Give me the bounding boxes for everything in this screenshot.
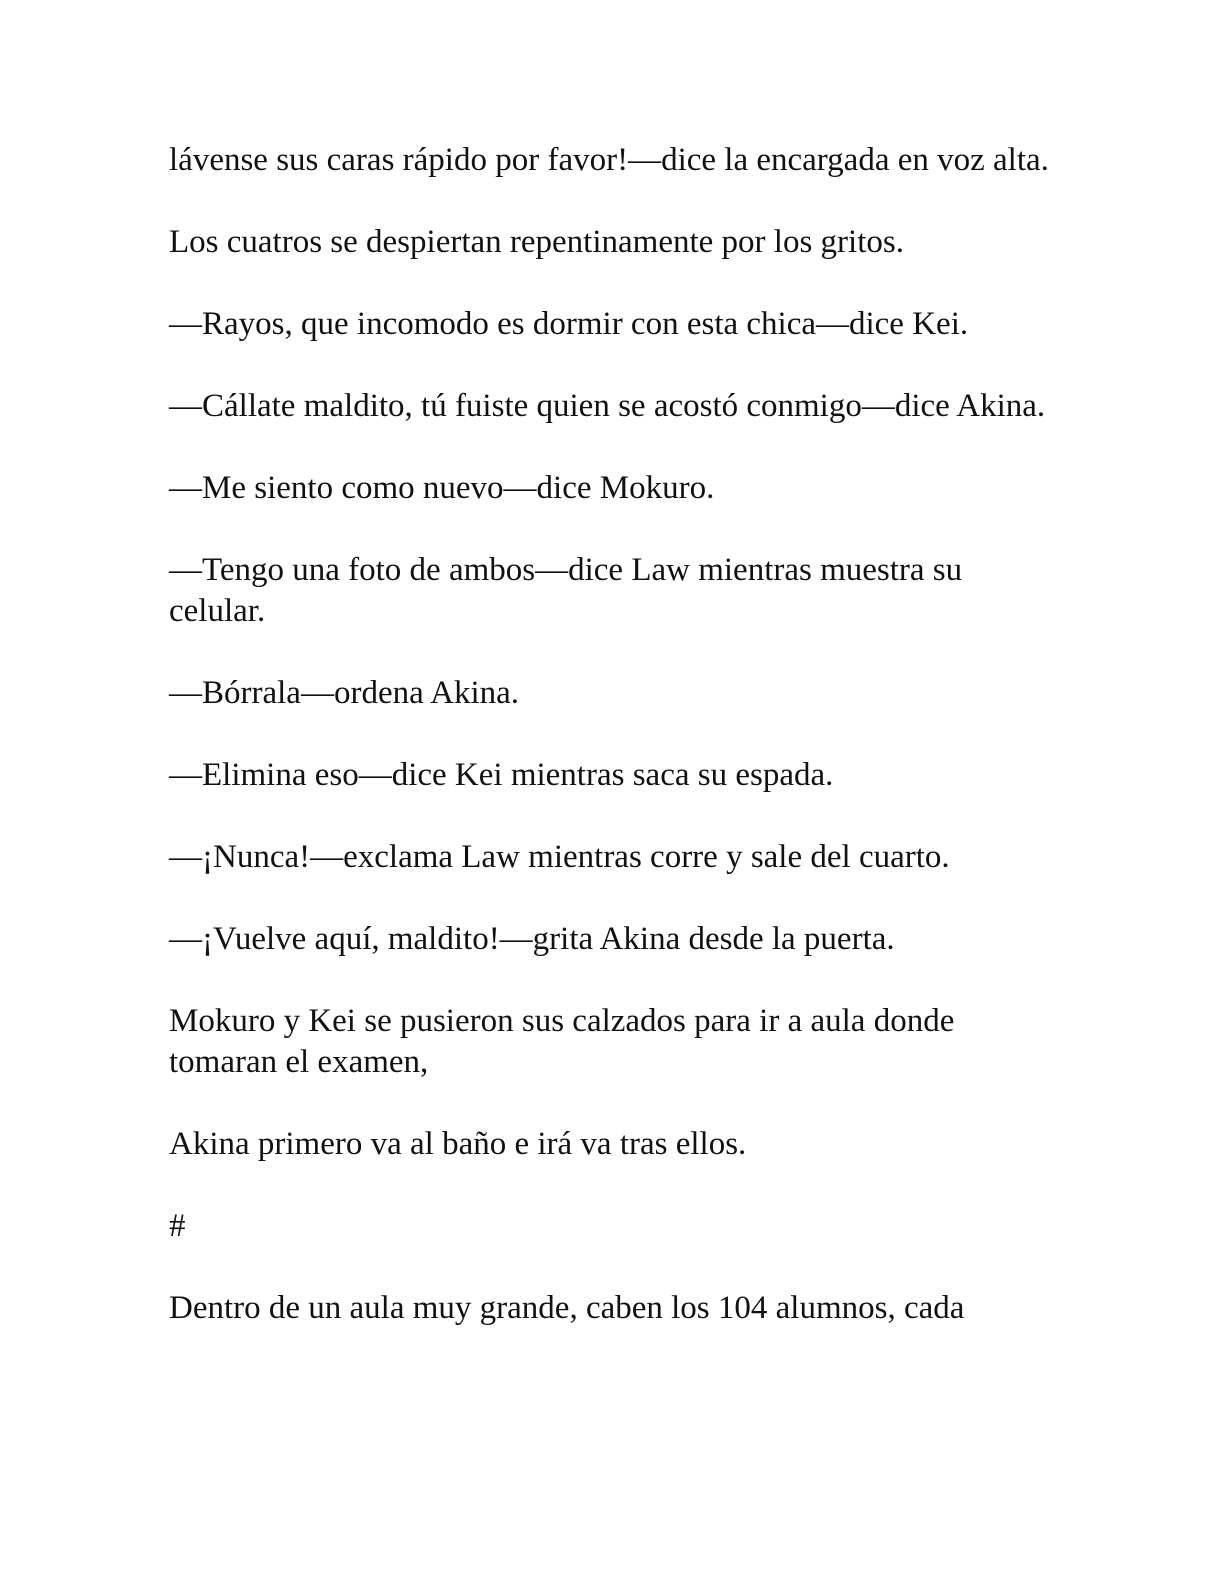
paragraph: —Cállate maldito, tú fuiste quien se acostó conmigo—dice Akina. [169,388,1046,424]
paragraph: Mokuro y Kei se pusieron sus calzados para ir a aula donde tomaran el examen, [169,1003,955,1080]
paragraph: —Elimina eso—dice Kei mientras saca su espada. [169,757,834,793]
paragraph: lávense sus caras rápido por favor!—dice la encargada en voz alta. [169,142,1049,178]
paragraph: —Me siento como nuevo—dice Mokuro. [169,470,715,506]
paragraph: —Tengo una foto de ambos—dice Law mientras muestra su celular. [169,552,963,629]
paragraph: Los cuatros se despiertan repentinamente por los gritos. [169,224,904,260]
section-break: # [169,1208,186,1244]
paragraph: —Bórrala—ordena Akina. [169,675,520,711]
document-page [169,140,1049,1329]
paragraph: —Rayos, que incomodo es dormir con esta chica—dice Kei. [169,306,969,342]
paragraph: —¡Nunca!—exclama Law mientras corre y sale del cuarto. [169,839,950,875]
paragraph: —¡Vuelve aquí, maldito!—grita Akina desde la puerta. [169,921,895,957]
paragraph: Akina primero va al baño e irá va tras ellos. [169,1126,747,1162]
paragraph: Dentro de un aula muy grande, caben los 104 alumnos, cada [169,1290,965,1326]
